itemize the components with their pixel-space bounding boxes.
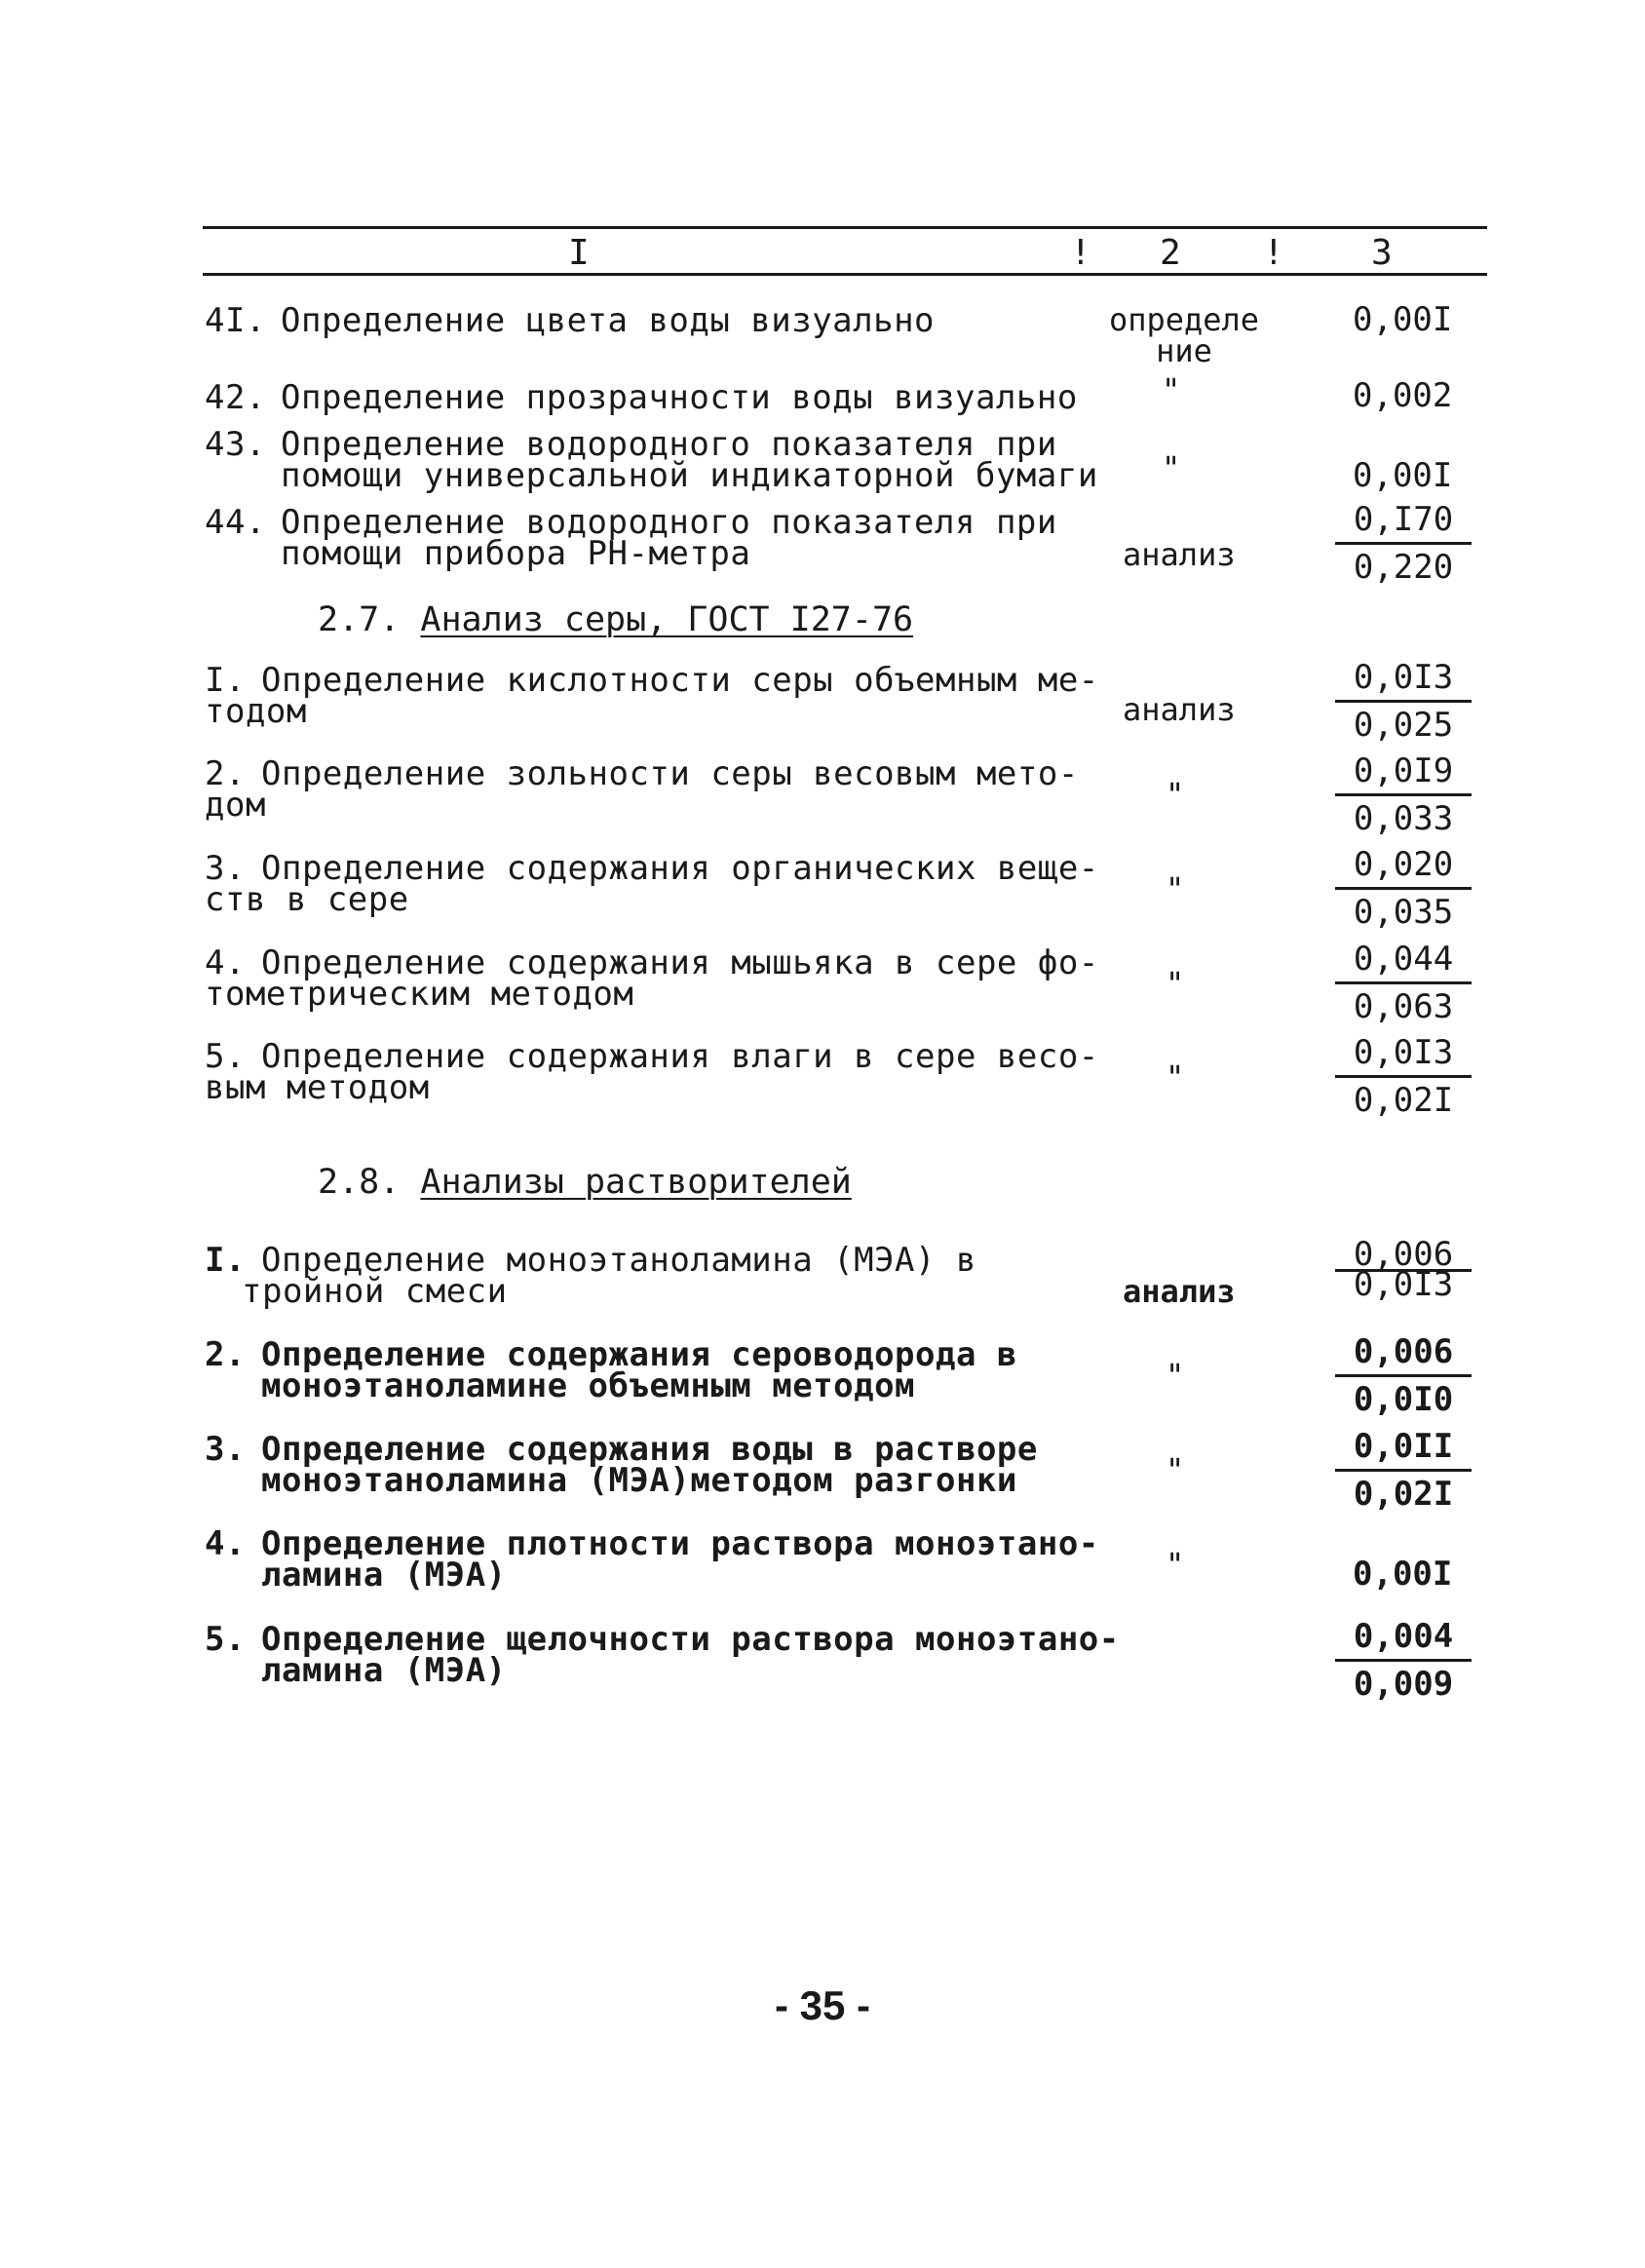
item-fraction <box>1335 659 1472 744</box>
section-title: Анализ серы, ГОСТ I27-76 <box>420 600 914 639</box>
item-unit: анализ <box>1123 536 1236 573</box>
item-fraction <box>1335 501 1472 586</box>
item-number: 4. <box>205 943 246 982</box>
item-text: ств в сере <box>205 880 409 919</box>
item-number: 3. <box>205 849 246 888</box>
item-unit-ditto: " <box>1162 371 1181 408</box>
item-unit-ditto: " <box>1162 449 1181 486</box>
header-top-rule <box>203 226 1487 229</box>
item-text: Определение содержания воды в растворе <box>261 1430 1038 1469</box>
item-unit-ditto: " <box>1166 870 1185 907</box>
item-text: тройной смеси <box>242 1272 508 1311</box>
header-col-1: I <box>568 233 590 273</box>
item-text: тодом <box>205 692 307 731</box>
header-bottom-rule <box>203 273 1487 276</box>
item-number: 2. <box>205 1335 246 1374</box>
item-fraction <box>1335 846 1472 931</box>
item-number: 4. <box>205 1524 246 1563</box>
fraction-denominator: 0,220 <box>1353 548 1454 587</box>
item-text: моноэтаноламина (МЭА)методом разгонки <box>261 1461 1017 1500</box>
item-text: Определение водородного показателя при <box>281 503 1057 542</box>
fraction-denominator: 0,02I <box>1353 1475 1454 1514</box>
fraction-denominator: 0,0I0 <box>1353 1380 1454 1419</box>
item-unit-ditto: " <box>1166 1451 1185 1488</box>
item-fraction <box>1335 941 1472 1025</box>
item-fraction <box>1335 1333 1472 1418</box>
item-number: 5. <box>205 1037 246 1076</box>
section-heading <box>318 600 913 639</box>
item-text: Определение щелочности раствора моноэтано- <box>261 1620 1120 1659</box>
item-unit-ditto: " <box>1166 1357 1185 1394</box>
item-unit: определение <box>1108 301 1260 369</box>
item-text: Определение содержания влаги в сере весо- <box>261 1037 1099 1076</box>
fraction-numerator: 0,0II <box>1335 1428 1472 1472</box>
section-heading <box>318 1163 852 1202</box>
fraction-denominator: 0,063 <box>1353 987 1454 1026</box>
fraction-numerator: 0,044 <box>1335 941 1472 984</box>
item-number: 2. <box>205 754 246 793</box>
fraction-numerator: 0,006 <box>1335 1333 1472 1377</box>
item-number: I. <box>205 661 246 700</box>
fraction-numerator: 0,0I3 <box>1335 1034 1472 1078</box>
fraction-denominator: 0,009 <box>1353 1665 1454 1704</box>
item-text: Определение содержания органических веще- <box>261 849 1099 888</box>
item-text: помощи универсальной индикаторной бумаги <box>281 456 1098 495</box>
item-number: I. <box>205 1241 246 1280</box>
item-text: Определение прозрачности воды визуально <box>281 378 1078 417</box>
item-text: Определение содержания сероводорода в <box>261 1335 1017 1374</box>
header-col-3: 3 <box>1371 233 1393 273</box>
item-unit-ditto: " <box>1166 965 1185 1002</box>
item-text: Определение зольности серы весовым мето- <box>261 754 1079 793</box>
item-text: ламина (МЭА) <box>261 1556 507 1595</box>
fraction-denominator: 0,035 <box>1353 893 1454 932</box>
item-text: тометрическим методом <box>205 975 634 1014</box>
item-text: ламина (МЭА) <box>261 1651 507 1690</box>
item-number: 43. <box>205 425 266 464</box>
fraction-denominator: 0,0I3 <box>1353 1265 1454 1304</box>
item-value: 0,00I <box>1353 300 1453 339</box>
fraction-numerator: 0,I70 <box>1335 501 1472 545</box>
item-fraction <box>1335 752 1472 837</box>
section-number: 2.8. <box>318 1163 401 1202</box>
item-text: вым методом <box>205 1068 430 1107</box>
item-fraction <box>1335 1428 1472 1513</box>
item-number: 3. <box>205 1430 246 1469</box>
item-number: 44. <box>205 503 266 542</box>
item-unit-ditto: " <box>1166 1058 1185 1096</box>
item-value: 0,002 <box>1353 376 1453 415</box>
fraction-numerator: 0,0I9 <box>1335 752 1472 796</box>
item-number: 4I. <box>205 301 266 340</box>
fraction-denominator: 0,02I <box>1353 1081 1454 1120</box>
item-fraction <box>1335 1235 1472 1304</box>
item-unit: анализ <box>1123 1273 1236 1310</box>
item-fraction <box>1335 1618 1472 1703</box>
item-number: 5. <box>205 1620 246 1659</box>
fraction-denominator: 0,025 <box>1353 706 1454 745</box>
item-unit-ditto: " <box>1166 776 1185 813</box>
item-text: Определение содержания мышьяка в сере фо- <box>261 943 1099 982</box>
item-value: 0,00I <box>1353 456 1453 495</box>
item-text: Определение кислотности серы объемным ме- <box>261 661 1099 700</box>
item-unit-ditto: " <box>1166 1546 1185 1583</box>
item-text: Определение моноэтаноламина (МЭА) в <box>261 1241 976 1280</box>
section-title: Анализы растворителей <box>420 1163 852 1202</box>
item-value: 0,00I <box>1353 1555 1453 1594</box>
item-text: Определение цвета воды визуально <box>281 301 936 340</box>
item-text: Определение плотности раствора моноэтано- <box>261 1524 1099 1563</box>
header-separator-2: ! <box>1263 233 1284 273</box>
item-text: моноэтаноламине объемным методом <box>261 1366 916 1405</box>
item-number: 42. <box>205 378 266 417</box>
fraction-numerator: 0,020 <box>1335 846 1472 890</box>
header-col-2: 2 <box>1160 233 1181 273</box>
section-number: 2.7. <box>318 600 401 639</box>
item-text: помощи прибора PH-метра <box>281 534 751 573</box>
item-text: Определение водородного показателя при <box>281 425 1057 464</box>
item-fraction <box>1335 1034 1472 1119</box>
header-separator-1: ! <box>1070 233 1091 273</box>
fraction-numerator: 0,0I3 <box>1335 659 1472 703</box>
fraction-denominator: 0,033 <box>1353 799 1454 838</box>
fraction-numerator: 0,004 <box>1335 1618 1472 1662</box>
page-number: - 35 - <box>774 1982 871 2028</box>
item-unit: анализ <box>1123 691 1236 728</box>
fraction-numerator: 0,006 <box>1335 1240 1472 1272</box>
item-text: дом <box>205 786 266 825</box>
